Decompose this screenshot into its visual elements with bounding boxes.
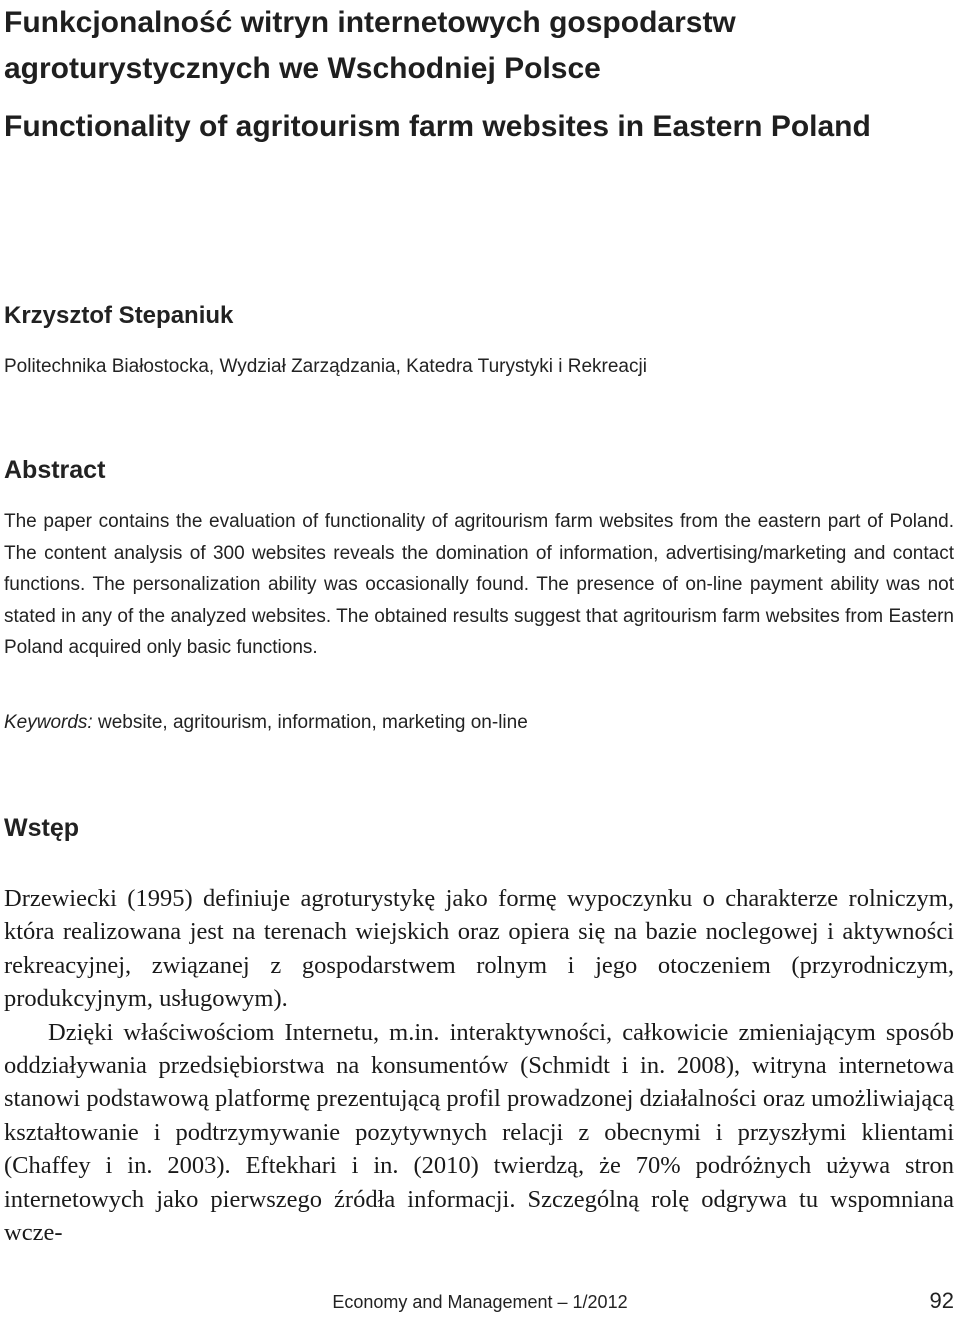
paragraph-1: Drzewiecki (1995) definiuje agroturystykę jako formę wypoczynku o charakterze rolniczym, która realizowana jest na terenach wiejskich oraz opiera się na bazie noclegowej i aktywności rekreacyjnej, związanej z gospodarstwem rolnym i jego otoczeniem (przyrodniczym, produkcyjnym, usługowym). [4, 885, 954, 1013]
abstract-text: The paper contains the evaluation of functionality of agritourism farm websites from the eastern part of Poland. The content analysis of 300 websites reveals the domination of information, advertising/marketing and contact functions. The personalization ability was occasionally found. The presence of on-line payment ability was not stated in any of the analyzed websites. The obtained results suggest that agritourism farm websites from Eastern Poland acquired only basic functions. [4, 511, 954, 658]
keywords-line [4, 712, 528, 734]
keywords-separator: : [87, 712, 98, 733]
keywords-label: Keywords [4, 712, 88, 733]
paragraph-2: Dzięki właściwościom Internetu, m.in. interaktywności, całkowicie zmieniającym sposób oddziaływania przedsiębiorstwa na konsumentów (Schmidt i in. 2008), witryna internetowa stanowi podstawową platformę prezentującą profil prowadzonej działalności oraz umożliwiającą kształtowanie i podtrzymywanie pozytywnych relacji z obecnymi i przyszłymi klientami (Chaffey i in. 2003). Eftekhari i in. (2010) twierdzą, że 70% podróżnych używa stron internetowych jako pierwszego źródła informacji. Szczególną rolę odgrywa tu wspomniana wcze- [4, 1018, 954, 1247]
footer-journal: Economy and Management – 1/2012 [332, 1292, 628, 1312]
author-affiliation: Politechnika Białostocka, Wydział Zarządzania, Katedra Turystyki i Rekreacji [4, 356, 647, 377]
keywords-text: website, agritourism, information, marketing on-line [97, 712, 528, 733]
title-polish: Funkcjonalność witryn internetowych gospodarstw agroturystycznych we Wschodniej Polsce [4, 6, 736, 85]
section-body [4, 882, 954, 1249]
author-name: Krzysztof Stepaniuk [4, 302, 234, 329]
footer-page-number: 92 [929, 1288, 954, 1313]
abstract-heading: Abstract [4, 456, 106, 484]
section-heading: Wstęp [4, 814, 79, 842]
title-english: Functionality of agritourism farm websites in Eastern Poland [4, 110, 871, 143]
